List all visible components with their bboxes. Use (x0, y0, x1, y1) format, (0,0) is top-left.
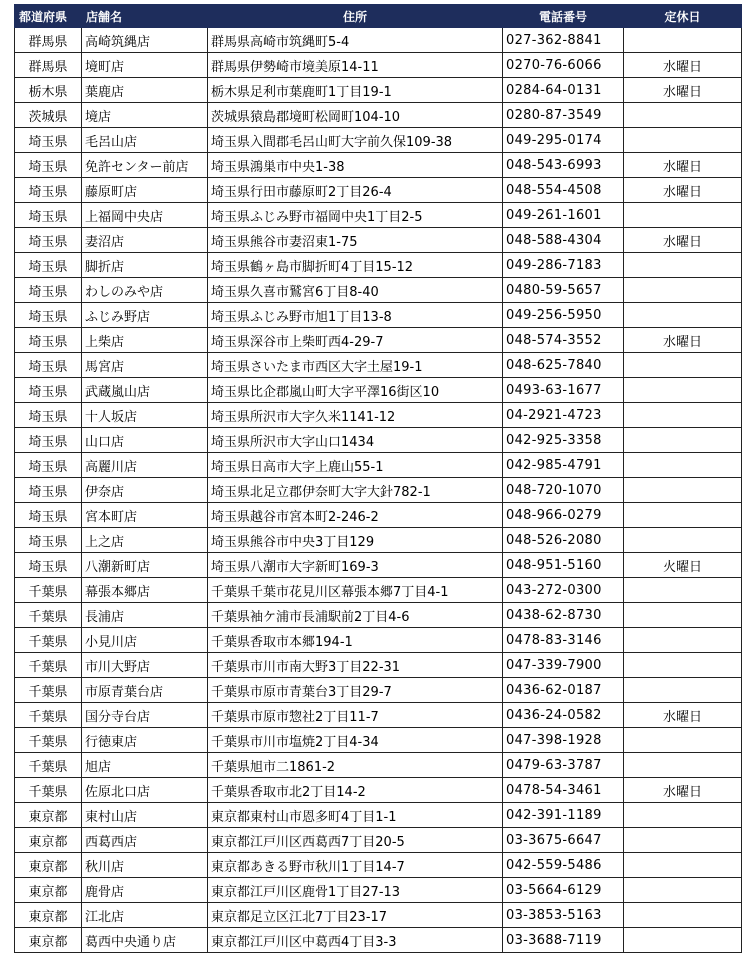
table-row (15, 803, 742, 828)
prefecture-cell: 埼玉県 (15, 403, 82, 428)
table-row (15, 53, 742, 78)
phone-cell: 0284-64-0131 (503, 78, 624, 103)
prefecture-cell: 東京都 (15, 828, 82, 853)
prefecture-cell: 埼玉県 (15, 353, 82, 378)
holiday-cell (624, 653, 742, 678)
table-row (15, 578, 742, 603)
address-cell: 東京都東村山市恩多町4丁目1-1 (208, 803, 503, 828)
store-table (14, 4, 742, 953)
store-name-cell: 上福岡中央店 (82, 203, 208, 228)
store-name-cell: 旭店 (82, 753, 208, 778)
phone-cell: 049-295-0174 (503, 128, 624, 153)
table-row (15, 28, 742, 53)
address-cell: 千葉県千葉市花見川区幕張本郷7丁目4-1 (208, 578, 503, 603)
holiday-cell (624, 928, 742, 953)
store-name-cell: 伊奈店 (82, 478, 208, 503)
table-row (15, 603, 742, 628)
holiday-cell: 水曜日 (624, 178, 742, 203)
phone-cell: 043-272-0300 (503, 578, 624, 603)
table-row (15, 278, 742, 303)
table-row (15, 653, 742, 678)
header-address: 住所 (208, 5, 503, 28)
phone-cell: 04-2921-4723 (503, 403, 624, 428)
prefecture-cell: 埼玉県 (15, 128, 82, 153)
prefecture-cell: 埼玉県 (15, 203, 82, 228)
prefecture-cell: 埼玉県 (15, 228, 82, 253)
address-cell: 千葉県袖ケ浦市長浦駅前2丁目4-6 (208, 603, 503, 628)
holiday-cell (624, 128, 742, 153)
address-cell: 千葉県市川市塩焼2丁目4-34 (208, 728, 503, 753)
store-name-cell: 行徳東店 (82, 728, 208, 753)
table-row (15, 903, 742, 928)
phone-cell: 048-625-7840 (503, 353, 624, 378)
phone-cell: 027-362-8841 (503, 28, 624, 53)
store-name-cell: 八潮新町店 (82, 553, 208, 578)
table-row (15, 253, 742, 278)
store-name-cell: 武蔵嵐山店 (82, 378, 208, 403)
address-cell: 埼玉県さいたま市西区大字土屋19-1 (208, 353, 503, 378)
table-row (15, 728, 742, 753)
prefecture-cell: 埼玉県 (15, 278, 82, 303)
holiday-cell (624, 378, 742, 403)
table-row (15, 128, 742, 153)
prefecture-cell: 東京都 (15, 928, 82, 953)
phone-cell: 0480-59-5657 (503, 278, 624, 303)
table-row (15, 853, 742, 878)
store-name-cell: 国分寺台店 (82, 703, 208, 728)
phone-cell: 042-925-3358 (503, 428, 624, 453)
holiday-cell (624, 478, 742, 503)
holiday-cell (624, 453, 742, 478)
store-name-cell: 鹿骨店 (82, 878, 208, 903)
phone-cell: 0436-24-0582 (503, 703, 624, 728)
prefecture-cell: 東京都 (15, 878, 82, 903)
address-cell: 埼玉県鴻巣市中央1-38 (208, 153, 503, 178)
phone-cell: 042-985-4791 (503, 453, 624, 478)
prefecture-cell: 埼玉県 (15, 428, 82, 453)
prefecture-cell: 千葉県 (15, 703, 82, 728)
phone-cell: 048-951-5160 (503, 553, 624, 578)
store-name-cell: ふじみ野店 (82, 303, 208, 328)
address-cell: 埼玉県深谷市上柴町西4-29-7 (208, 328, 503, 353)
phone-cell: 042-559-5486 (503, 853, 624, 878)
phone-cell: 0478-54-3461 (503, 778, 624, 803)
table-row (15, 778, 742, 803)
address-cell: 茨城県猿島郡境町松岡町104-10 (208, 103, 503, 128)
store-name-cell: 秋川店 (82, 853, 208, 878)
prefecture-cell: 埼玉県 (15, 503, 82, 528)
store-name-cell: 山口店 (82, 428, 208, 453)
prefecture-cell: 千葉県 (15, 778, 82, 803)
holiday-cell (624, 678, 742, 703)
holiday-cell (624, 878, 742, 903)
store-name-cell: 藤原町店 (82, 178, 208, 203)
prefecture-cell: 東京都 (15, 853, 82, 878)
address-cell: 千葉県市原市惣社2丁目11-7 (208, 703, 503, 728)
prefecture-cell: 埼玉県 (15, 178, 82, 203)
address-cell: 千葉県市川市南大野3丁目22-31 (208, 653, 503, 678)
phone-cell: 03-5664-6129 (503, 878, 624, 903)
phone-cell: 0479-63-3787 (503, 753, 624, 778)
address-cell: 埼玉県鶴ヶ島市脚折町4丁目15-12 (208, 253, 503, 278)
address-cell: 埼玉県入間郡毛呂山町大字前久保109-38 (208, 128, 503, 153)
header-phone: 電話番号 (503, 5, 624, 28)
store-name-cell: 高麗川店 (82, 453, 208, 478)
prefecture-cell: 埼玉県 (15, 553, 82, 578)
address-cell: 埼玉県ふじみ野市福岡中央1丁目2-5 (208, 203, 503, 228)
prefecture-cell: 群馬県 (15, 28, 82, 53)
table-row (15, 678, 742, 703)
address-cell: 埼玉県比企郡嵐山町大字平澤16街区10 (208, 378, 503, 403)
prefecture-cell: 千葉県 (15, 603, 82, 628)
table-row (15, 403, 742, 428)
table-row (15, 703, 742, 728)
holiday-cell (624, 828, 742, 853)
prefecture-cell: 千葉県 (15, 678, 82, 703)
address-cell: 千葉県旭市二1861-2 (208, 753, 503, 778)
holiday-cell (624, 403, 742, 428)
prefecture-cell: 埼玉県 (15, 303, 82, 328)
prefecture-cell: 埼玉県 (15, 328, 82, 353)
address-cell: 千葉県市原市青葉台3丁目29-7 (208, 678, 503, 703)
address-cell: 群馬県伊勢崎市境美原14-11 (208, 53, 503, 78)
store-name-cell: 佐原北口店 (82, 778, 208, 803)
address-cell: 埼玉県所沢市大字久米1141-12 (208, 403, 503, 428)
table-row (15, 503, 742, 528)
prefecture-cell: 東京都 (15, 903, 82, 928)
store-name-cell: 西葛西店 (82, 828, 208, 853)
store-name-cell: 江北店 (82, 903, 208, 928)
store-name-cell: 上之店 (82, 528, 208, 553)
holiday-cell: 火曜日 (624, 553, 742, 578)
address-cell: 埼玉県北足立郡伊奈町大字大針782-1 (208, 478, 503, 503)
phone-cell: 03-3688-7119 (503, 928, 624, 953)
address-cell: 埼玉県八潮市大字新町169-3 (208, 553, 503, 578)
phone-cell: 048-720-1070 (503, 478, 624, 503)
holiday-cell: 水曜日 (624, 328, 742, 353)
prefecture-cell: 埼玉県 (15, 153, 82, 178)
address-cell: 埼玉県所沢市大字山口1434 (208, 428, 503, 453)
store-name-cell: 小見川店 (82, 628, 208, 653)
address-cell: 千葉県香取市本郷194-1 (208, 628, 503, 653)
phone-cell: 049-286-7183 (503, 253, 624, 278)
table-row (15, 828, 742, 853)
holiday-cell: 水曜日 (624, 153, 742, 178)
phone-cell: 048-543-6993 (503, 153, 624, 178)
table-row (15, 103, 742, 128)
phone-cell: 048-526-2080 (503, 528, 624, 553)
phone-cell: 049-256-5950 (503, 303, 624, 328)
prefecture-cell: 埼玉県 (15, 528, 82, 553)
header-prefecture: 都道府県 (15, 5, 82, 28)
address-cell: 埼玉県熊谷市妻沼東1-75 (208, 228, 503, 253)
phone-cell: 042-391-1189 (503, 803, 624, 828)
table-row (15, 478, 742, 503)
address-cell: 群馬県高崎市筑縄町5-4 (208, 28, 503, 53)
address-cell: 埼玉県越谷市宮本町2-246-2 (208, 503, 503, 528)
phone-cell: 048-588-4304 (503, 228, 624, 253)
table-row (15, 303, 742, 328)
holiday-cell (624, 203, 742, 228)
phone-cell: 0436-62-0187 (503, 678, 624, 703)
store-name-cell: 上柴店 (82, 328, 208, 353)
address-cell: 東京都江戸川区鹿骨1丁目27-13 (208, 878, 503, 903)
holiday-cell: 水曜日 (624, 703, 742, 728)
holiday-cell (624, 428, 742, 453)
table-row (15, 753, 742, 778)
holiday-cell: 水曜日 (624, 228, 742, 253)
address-cell: 千葉県香取市北2丁目14-2 (208, 778, 503, 803)
phone-cell: 049-261-1601 (503, 203, 624, 228)
table-row (15, 178, 742, 203)
address-cell: 東京都足立区江北7丁目23-17 (208, 903, 503, 928)
holiday-cell: 水曜日 (624, 53, 742, 78)
phone-cell: 047-339-7900 (503, 653, 624, 678)
holiday-cell (624, 103, 742, 128)
prefecture-cell: 埼玉県 (15, 478, 82, 503)
store-name-cell: 境町店 (82, 53, 208, 78)
holiday-cell (624, 353, 742, 378)
holiday-cell (624, 728, 742, 753)
store-name-cell: 脚折店 (82, 253, 208, 278)
store-name-cell: 葛西中央通り店 (82, 928, 208, 953)
table-row (15, 628, 742, 653)
table-row (15, 203, 742, 228)
holiday-cell (624, 753, 742, 778)
phone-cell: 047-398-1928 (503, 728, 624, 753)
store-name-cell: 宮本町店 (82, 503, 208, 528)
store-name-cell: 市川大野店 (82, 653, 208, 678)
address-cell: 埼玉県行田市藤原町2丁目26-4 (208, 178, 503, 203)
holiday-cell (624, 603, 742, 628)
phone-cell: 0280-87-3549 (503, 103, 624, 128)
holiday-cell (624, 303, 742, 328)
store-name-cell: 高崎筑縄店 (82, 28, 208, 53)
store-list (14, 4, 741, 953)
store-name-cell: 長浦店 (82, 603, 208, 628)
header-holiday: 定休日 (624, 5, 742, 28)
prefecture-cell: 茨城県 (15, 103, 82, 128)
prefecture-cell: 埼玉県 (15, 453, 82, 478)
table-row (15, 428, 742, 453)
address-cell: 栃木県足利市葉鹿町1丁目19-1 (208, 78, 503, 103)
phone-cell: 048-554-4508 (503, 178, 624, 203)
store-name-cell: 十人坂店 (82, 403, 208, 428)
address-cell: 埼玉県熊谷市中央3丁目129 (208, 528, 503, 553)
table-row (15, 78, 742, 103)
prefecture-cell: 千葉県 (15, 728, 82, 753)
store-name-cell: 妻沼店 (82, 228, 208, 253)
table-row (15, 353, 742, 378)
store-name-cell: 毛呂山店 (82, 128, 208, 153)
holiday-cell: 水曜日 (624, 78, 742, 103)
table-body (15, 28, 742, 953)
store-name-cell: 馬宮店 (82, 353, 208, 378)
store-name-cell: 東村山店 (82, 803, 208, 828)
phone-cell: 048-574-3552 (503, 328, 624, 353)
holiday-cell (624, 628, 742, 653)
header-store-name: 店舗名 (82, 5, 208, 28)
holiday-cell (624, 578, 742, 603)
holiday-cell (624, 28, 742, 53)
store-name-cell: 市原青葉台店 (82, 678, 208, 703)
phone-cell: 03-3675-6647 (503, 828, 624, 853)
phone-cell: 0493-63-1677 (503, 378, 624, 403)
address-cell: 埼玉県ふじみ野市旭1丁目13-8 (208, 303, 503, 328)
holiday-cell (624, 253, 742, 278)
prefecture-cell: 千葉県 (15, 578, 82, 603)
store-name-cell: わしのみや店 (82, 278, 208, 303)
holiday-cell (624, 503, 742, 528)
phone-cell: 0478-83-3146 (503, 628, 624, 653)
prefecture-cell: 埼玉県 (15, 253, 82, 278)
prefecture-cell: 千葉県 (15, 753, 82, 778)
table-row (15, 878, 742, 903)
prefecture-cell: 東京都 (15, 803, 82, 828)
table-row (15, 453, 742, 478)
table-row (15, 378, 742, 403)
address-cell: 東京都あきる野市秋川1丁目14-7 (208, 853, 503, 878)
address-cell: 埼玉県日高市大字上鹿山55-1 (208, 453, 503, 478)
store-name-cell: 境店 (82, 103, 208, 128)
table-row (15, 228, 742, 253)
table-row (15, 553, 742, 578)
prefecture-cell: 千葉県 (15, 628, 82, 653)
holiday-cell (624, 853, 742, 878)
address-cell: 東京都江戸川区中葛西4丁目3-3 (208, 928, 503, 953)
phone-cell: 0270-76-6066 (503, 53, 624, 78)
table-row (15, 328, 742, 353)
prefecture-cell: 群馬県 (15, 53, 82, 78)
phone-cell: 048-966-0279 (503, 503, 624, 528)
holiday-cell (624, 528, 742, 553)
prefecture-cell: 千葉県 (15, 653, 82, 678)
holiday-cell: 水曜日 (624, 778, 742, 803)
store-name-cell: 幕張本郷店 (82, 578, 208, 603)
table-row (15, 928, 742, 953)
table-header-row (15, 5, 742, 28)
store-name-cell: 葉鹿店 (82, 78, 208, 103)
table-row (15, 528, 742, 553)
phone-cell: 03-3853-5163 (503, 903, 624, 928)
phone-cell: 0438-62-8730 (503, 603, 624, 628)
prefecture-cell: 栃木県 (15, 78, 82, 103)
prefecture-cell: 埼玉県 (15, 378, 82, 403)
holiday-cell (624, 278, 742, 303)
address-cell: 東京都江戸川区西葛西7丁目20-5 (208, 828, 503, 853)
holiday-cell (624, 903, 742, 928)
address-cell: 埼玉県久喜市鷲宮6丁目8-40 (208, 278, 503, 303)
table-row (15, 153, 742, 178)
store-name-cell: 免許センター前店 (82, 153, 208, 178)
holiday-cell (624, 803, 742, 828)
